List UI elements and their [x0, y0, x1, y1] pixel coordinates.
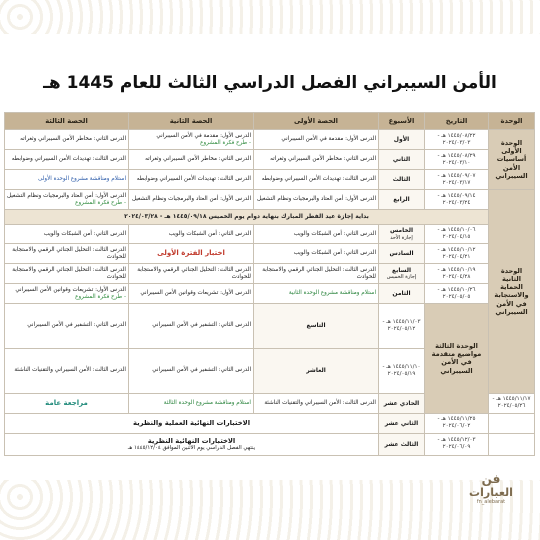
week-cell: الثاني عشر [379, 413, 425, 433]
week-label: السابع [391, 266, 412, 274]
project-discussion-text: استلام ومناقشة مشروع الوحدة الثانية [288, 290, 376, 296]
week-cell [379, 225, 425, 244]
holiday-banner: بداية إجازة عيد الفطر المبارك بنهاية دوام يوم الخميس ١٤٤٥/٠٩/١٨ هـ - ٢٠٢٤/٠٣/٢٨ [5, 210, 489, 225]
exam-highlight: اختبار الفترة الأولى [157, 249, 225, 258]
date-cell: ١٤٤٥/٠٩/٠٧ هـ - ٢٠٢٤/٠٣/١٧ [425, 170, 489, 190]
period-1-cell: الدرس الثاني: أمن الشبكات والويب [254, 225, 379, 244]
date-cell: ١٤٤٥/١١/٠٣ هـ - ٢٠٢٤/٠٥/١٢ [379, 304, 425, 349]
project-note: - طرح فكرة المشروع [200, 139, 251, 146]
period-1-cell: الدرس الثاني: التشفير في الأمن السيبراني [129, 348, 254, 393]
period-2-cell: الدرس الثالث: تهديدات الأمن السيبراني وضوابطه [129, 170, 254, 190]
page-title: الأمن السيبراني الفصل الدراسي الثالث للعام 1445 هـ [43, 73, 497, 93]
week-note: إجازة الخميس [386, 274, 417, 281]
table-row [5, 244, 535, 264]
date-cell: ١٤٤٥/١٠/٢٦ هـ - ٢٠٢٤/٠٥/٠٥ [425, 284, 489, 304]
period-1-cell: الدرس الثالث: التحليل الجنائي الرقمي والاستجابة للحوادث [254, 264, 379, 284]
week-cell: العاشر [254, 348, 379, 393]
week-cell: التاسع [254, 304, 379, 349]
project-discussion-text: استلام ومناقشة مشروع الوحدة الأولى [38, 176, 126, 182]
brand-logo [462, 466, 520, 524]
week-cell [379, 264, 425, 284]
period-1-cell: الدرس الثاني: مخاطر الأمن السيبراني وثغراته [254, 150, 379, 170]
exam-row [5, 413, 535, 433]
week-cell: الرابع [379, 190, 425, 210]
period-2-cell: الدرس الثاني: التشفير في الأمن السيبراني [5, 304, 129, 349]
bottom-decoration [0, 480, 540, 540]
period-3-cell: الدرس الثاني: أمن الشبكات والويب [5, 225, 129, 244]
table-row [5, 130, 535, 150]
date-cell: ١٤٤٥/١١/١٠ هـ - ٢٠٢٤/٠٥/١٩ [379, 348, 425, 393]
exam-title: الاختبارات النهائية النظرية [147, 436, 236, 445]
top-decoration [0, 0, 540, 34]
project-discussion-text: استلام ومناقشة مشروع الوحدة الثالثة [163, 399, 251, 406]
date-cell: ١٤٤٥/١٢/٠٣ هـ - ٢٠٢٤/٠٦/٠٩ [425, 433, 489, 455]
period-1-cell [254, 284, 379, 304]
period-3-cell [5, 170, 129, 190]
date-cell: ١٤٤٥/٠٩/١٤ هـ - ٢٠٢٤/٠٣/٢٤ [425, 190, 489, 210]
exam-row [5, 433, 535, 455]
table-row [5, 304, 535, 349]
date-cell: ١٤٤٥/٠٨/٢٩ هـ - ٢٠٢٤/٠٣/١٠ [425, 150, 489, 170]
period-3-cell: الدرس الثالث: التحليل الجنائي الرقمي والاستجابة للحوادث [5, 244, 129, 264]
period-2-cell [129, 244, 254, 264]
header-row [5, 113, 535, 130]
table-row [5, 190, 535, 210]
schedule-table [4, 112, 535, 456]
header-period-2: الحصة الثانية [129, 113, 254, 130]
unit-2-cell: الوحدة الثانية الحماية والاستجابة في الأمن السيبراني [489, 190, 535, 394]
project-note: - طرح فكرة المشروع [75, 293, 126, 300]
header-period-1: الحصة الأولى [254, 113, 379, 130]
unit-3-cell: الوحدة الثالثة مواضيع متقدمة في الأمن السيبراني [425, 304, 489, 414]
schedule-table-wrapper [5, 112, 535, 456]
unit-1-cell: الوحدة الأولى أساسيات الأمن السيبراني [489, 130, 535, 190]
semester-end-note: ينتهي الفصل الدراسي يوم الاثنين الموافق ١٤٤٥/١٢/٠٤ هـ [127, 445, 256, 452]
period-3-cell: الدرس الثالث: التحليل الجنائي الرقمي والاستجابة للحوادث [5, 264, 129, 284]
exam-text: الاختبارات النهائية العملية والنظرية [5, 413, 379, 433]
period-2-cell: الدرس الثالث: التحليل الجنائي الرقمي والاستجابة للحوادث [129, 264, 254, 284]
period-1-cell: الدرس الثالث: تهديدات الأمن السيبراني وضوابطه [254, 170, 379, 190]
empty-unit-cell [489, 433, 535, 455]
week-cell: الثاني [379, 150, 425, 170]
week-note: إجازة الأحد [390, 234, 413, 241]
period-3-cell: الدرس الثالث: تهديدات الأمن السيبراني وضوابطه [5, 150, 129, 170]
date-cell: ١٤٤٥/١٠/٠٦ هـ - ٢٠٢٤/٠٤/١٥ [425, 225, 489, 244]
week-cell: الحادي عشر [379, 393, 425, 413]
table-row [5, 170, 535, 190]
period-1-cell: الدرس الأول: أمن العتاد والبرمجيات ونظام التشغيل [254, 190, 379, 210]
period-2-cell [129, 130, 254, 150]
table-row [5, 264, 535, 284]
week-cell: السادس [379, 244, 425, 264]
table-row [5, 150, 535, 170]
project-note: - طرح فكرة المشروع [75, 199, 126, 206]
lesson-text: الدرس الأول: مقدمة في الأمن السيبراني [156, 132, 251, 139]
week-cell: الثامن [379, 284, 425, 304]
period-1-cell: الدرس الثالث: الأمن السيبراني والتقنيات الناشئة [254, 393, 379, 413]
header-unit: الوحدة [489, 113, 535, 130]
table-row [5, 284, 535, 304]
header-week: الأسبوع [379, 113, 425, 130]
period-3-cell [5, 393, 129, 413]
holiday-banner-row [5, 210, 535, 225]
header-date: التاريخ [425, 113, 489, 130]
date-cell: ١٤٤٥/١١/١٧ هـ - ٢٠٢٤/٠٥/٢٦ [489, 393, 535, 413]
week-cell: الثالث عشر [379, 433, 425, 455]
period-1-cell: الدرس الثاني: التشفير في الأمن السيبراني [129, 304, 254, 349]
header-period-3: الحصة الثالثة [5, 113, 129, 130]
week-label: الخامس [389, 227, 414, 235]
period-3-cell: الدرس الثاني: مخاطر الأمن السيبراني وثغراته [5, 130, 129, 150]
general-review-text: مراجعة عامة [45, 398, 88, 407]
week-cell: الأول [379, 130, 425, 150]
week-cell: الثالث [379, 170, 425, 190]
date-cell: ١٤٤٥/١١/٢٥ هـ - ٢٠٢٤/٠٦/٠٢ [425, 413, 489, 433]
logo-line-2: العبارات [469, 486, 513, 499]
period-2-cell: الدرس الأول: تشريعات وقوانين الأمن السيبراني [129, 284, 254, 304]
empty-unit-cell [489, 413, 535, 433]
date-cell: ١٤٤٥/١٠/١٢ هـ - ٢٠٢٤/٠٤/٢١ [425, 244, 489, 264]
period-1-cell: الدرس الثاني: أمن الشبكات والويب [254, 244, 379, 264]
exam-text [5, 433, 379, 455]
lesson-text: الدرس الأول: أمن العتاد والبرمجيات ونظام التشغيل [6, 192, 126, 199]
period-2-cell: الدرس الثاني: مخاطر الأمن السيبراني وثغراته [129, 150, 254, 170]
logo-line-3: fn_alebarat [476, 499, 506, 505]
period-2-cell [129, 393, 254, 413]
logo-line-1: فن [481, 472, 501, 486]
date-cell: ١٤٤٥/١٠/١٩ هـ - ٢٠٢٤/٠٤/٢٨ [425, 264, 489, 284]
period-1-cell: الدرس الأول: مقدمة في الأمن السيبراني [254, 130, 379, 150]
period-3-cell [5, 190, 129, 210]
period-2-cell: الدرس الثالث: الأمن السيبراني والتقنيات الناشئة [5, 348, 129, 393]
date-cell: ١٤٤٥/٠٨/٢٢ هـ - ٢٠٢٤/٠٣/٠٣ [425, 130, 489, 150]
period-3-cell [5, 284, 129, 304]
table-row [5, 225, 535, 244]
lesson-text: الدرس الأول: تشريعات وقوانين الأمن السيبراني [15, 286, 126, 293]
period-2-cell: الدرس الأول: أمن العتاد والبرمجيات ونظام التشغيل [129, 190, 254, 210]
period-2-cell: الدرس الثاني: أمن الشبكات والويب [129, 225, 254, 244]
